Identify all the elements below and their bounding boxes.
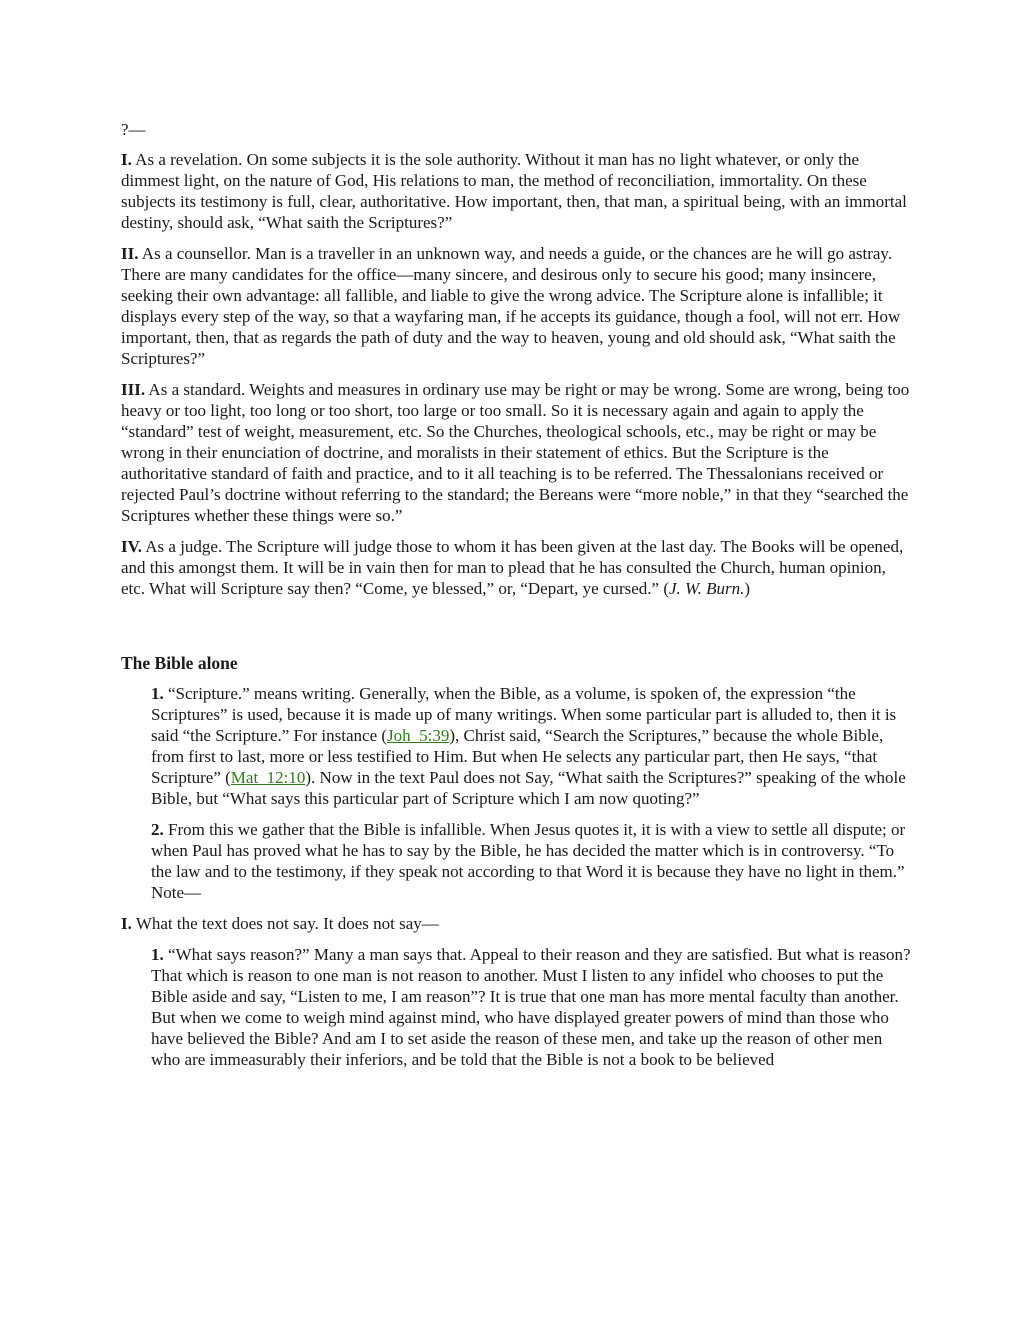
outline-number: I. — [121, 914, 132, 933]
section-standard — [121, 379, 911, 526]
section-text: As a counsellor. Man is a traveller in an unknown way, and needs a guide, or the chances are he will go astray. There are many candidates for the office—many sincere, and desirous only to secure his good; many insincere, seeking their own advantage: all fallible, and liable to give the wrong advice. The Scripture alone is infallible; it displays every step of the way, so that a wayfaring man, if he accepts its guidance, though a fool, will not err. How important, then, that as regards the path of duty and the way to heaven, young and old should ask, “What saith the Scriptures?” — [121, 244, 901, 368]
section-heading: The Bible alone — [121, 653, 238, 673]
point-text: From this we gather that the Bible is infallible. When Jesus quotes it, it is with a view to settle all dispute; or when Paul has proved what he has to say by the Bible, he has decided the matter which is in controversy. “To the law and to the testimony, if they speak not according to that Word it is because they have no light in them.” Note— — [151, 820, 906, 902]
bible-point-infallible — [151, 819, 911, 903]
section-text: As a standard. Weights and measures in ordinary use may be right or may be wrong. Some are wrong, being too heavy or too light, too long or too short, too large or too small. So it is necessary again and again to apply the “standard” test of weight, measurement, etc. So the Churches, theological schools, etc., may be right or may be wrong in their enunciation of doctrine, and moralists in their statement of ethics. But the Scripture is the authoritative standard of faith and practice, and to it all teaching is to be referred. The Thessalonians received or rejected Paul’s doctrine without referring to the standard; the Bereans were “more noble,” in that they “searched the Scriptures whether these things were so.” — [121, 380, 910, 525]
bible-point-scripture — [151, 683, 911, 809]
outline-heading — [121, 913, 911, 934]
scripture-link-john[interactable]: Joh_5:39 — [387, 726, 450, 745]
point-text: ), Christ said, “Search the Scriptures,” because the whole Bible, from first to last, more or less testified to Him. But when He selects any particular part, then He says, “that Scripture” ( — [151, 726, 884, 787]
section-text: As a judge. The Scripture will judge those to whom it has been given at the last day. The Books will be opened, and this amongst them. It will be in vain then for man to plead that he has consulted the Church, human opinion, etc. What will Scripture say then? “Come, ye blessed,” or, “Depart, ye cursed.” ( — [121, 537, 904, 598]
point-text: “What says reason?” Many a man says that. Appeal to their reason and they are satisfied. But what is reason? That which is reason to one man is not reason to another. Must I listen to any infidel who chooses to put the Bible aside and say, “Listen to me, I am reason”? It is true that one man has more mental faculty than another. But when we come to weigh mind against mind, who have displayed greater powers of mind than those who have believed the Bible? And am I to set aside the reason of these men, and take up the reason of other men who are immeasurably their inferiors, and be told that the Bible is not a book to be believed — [151, 945, 911, 1069]
section-text-tail: ) — [744, 579, 751, 598]
document-page — [121, 119, 911, 1080]
point-text: “Scripture.” means writing. Generally, when the Bible, as a volume, is spoken of, the expression “the Scriptures” is used, because it is made up of many writings. When some particular part is alluded to, then it is said “the Scripture.” For instance ( — [151, 684, 897, 745]
section-number: IV. — [121, 537, 142, 556]
intro-fragment: ?— — [121, 120, 146, 139]
section-number: II. — [121, 244, 139, 263]
author-citation: J. W. Burn. — [669, 579, 745, 598]
scripture-link-matthew[interactable]: Mat_12:10 — [230, 768, 306, 787]
outline-text: What the text does not say. It does not say— — [131, 914, 439, 933]
bible-point-reason — [151, 944, 911, 1070]
point-text: ). Now in the text Paul does not Say, “What saith the Scriptures?” speaking of the whole Bible, but “What says this particular part of Scripture which I am now quoting?” — [151, 768, 906, 808]
point-number: 1. — [151, 684, 164, 703]
section-number: III. — [121, 380, 146, 399]
point-number: 2. — [151, 820, 164, 839]
section-text: As a revelation. On some subjects it is the sole authority. Without it man has no light whatever, or only the dimmest light, on the nature of God, His relations to man, the method of reconciliation, immortality. On these subjects its testimony is full, clear, authoritative. How important, then, that man, a spiritual being, with an immortal destiny, should ask, “What saith the Scriptures?” — [121, 150, 907, 232]
section-judge — [121, 536, 911, 599]
section-counsellor — [121, 243, 911, 369]
section-revelation — [121, 149, 911, 233]
section-number: I. — [121, 150, 132, 169]
point-number: 1. — [151, 945, 164, 964]
